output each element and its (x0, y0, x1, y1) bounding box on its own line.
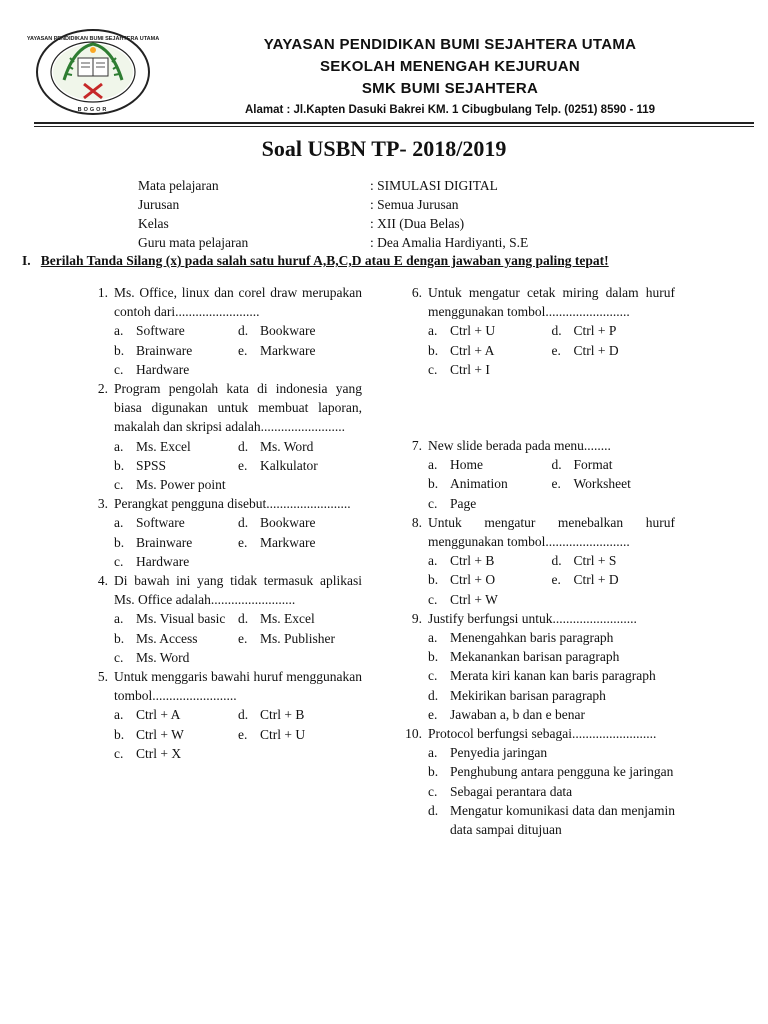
option-letter: c. (428, 668, 438, 684)
answer-option[interactable] (428, 590, 552, 609)
option-text: Ms. Word (260, 438, 314, 454)
question-text: Protocol berfungsi sebagai......................... (428, 726, 657, 742)
question-item (86, 379, 362, 494)
option-text: Software (136, 323, 185, 339)
option-letter: b. (114, 534, 125, 550)
option-text: Worksheet (573, 476, 631, 492)
answer-option[interactable] (428, 762, 675, 781)
option-text: Ctrl + I (450, 361, 490, 377)
option-letter: c. (114, 649, 124, 665)
question-text: Ms. Office, linux dan corel draw merupakan contoh dari......................... (114, 285, 362, 320)
question-number: 6. (411, 285, 422, 300)
question-item (86, 283, 362, 379)
question-text: Justify berfungsi untuk......................... (428, 610, 637, 626)
option-letter: d. (551, 457, 562, 473)
option-text: Page (450, 495, 477, 511)
answer-option[interactable] (428, 782, 675, 801)
answer-options (114, 609, 362, 667)
question-text: Program pengolah kata di indonesia yang biasa digunakan untuk membuat laporan, makalah dan skripsi adalah......................... (114, 381, 362, 435)
answer-option[interactable] (238, 725, 362, 744)
option-text: Hardware (136, 553, 190, 569)
option-text: Animation (450, 476, 508, 492)
question-text: Untuk mengatur cetak miring dalam huruf menggunakan tombol......................... (428, 285, 675, 320)
question-number: 2. (97, 381, 108, 397)
option-text: Ms. Publisher (260, 630, 336, 646)
info-labels (138, 176, 248, 252)
option-letter: d. (238, 438, 249, 454)
option-text: Brainware (136, 534, 193, 550)
answer-option[interactable] (552, 570, 676, 589)
school-name: SMK BUMI SEJAHTERA (361, 80, 539, 97)
option-text: Jawaban a, b dan e benar (450, 706, 585, 722)
option-letter: e. (428, 706, 438, 722)
school-address: Alamat : Jl.Kapten Dasuki Bakrei KM. 1 Cibugbulang Telp. (0251) 8590 - 119 (244, 104, 656, 116)
answer-option[interactable] (114, 513, 238, 532)
answer-option[interactable] (428, 360, 552, 379)
question-number: 5. (97, 669, 108, 685)
option-letter: e. (551, 476, 561, 492)
option-text: Brainware (136, 342, 193, 358)
option-text: Sebagai perantara data (450, 783, 573, 799)
option-letter: a. (114, 438, 124, 454)
option-text: Ms. Word (136, 649, 190, 665)
option-letter: b. (114, 342, 125, 358)
question-item (86, 667, 362, 763)
option-letter: c. (428, 783, 438, 799)
answer-option[interactable] (238, 321, 362, 340)
option-text: Ms. Access (136, 630, 198, 646)
answer-option[interactable] (114, 533, 238, 552)
answer-option[interactable] (238, 513, 362, 532)
answer-option[interactable] (552, 551, 676, 570)
option-text: Ctrl + X (136, 745, 182, 761)
answer-option[interactable] (428, 474, 552, 493)
option-letter: d. (238, 611, 249, 627)
option-letter: d. (238, 707, 249, 723)
option-letter: a. (428, 630, 438, 646)
answer-option[interactable] (114, 609, 238, 628)
option-letter: c. (114, 361, 124, 377)
option-letter: b. (428, 572, 439, 588)
option-text: Home (450, 457, 483, 473)
info-value: : XII (Dua Belas) (370, 216, 465, 231)
option-text: Mengatur komunikasi data dan menjamin data sampai ditujuan (450, 802, 675, 838)
instruction (22, 253, 609, 269)
answer-option[interactable] (428, 321, 552, 340)
option-text: Markware (260, 342, 316, 358)
answer-option[interactable] (114, 648, 238, 667)
option-letter: a. (114, 515, 124, 531)
answer-option[interactable] (428, 494, 552, 513)
option-letter: e. (238, 630, 248, 646)
answer-options (114, 321, 362, 379)
option-letter: c. (114, 477, 124, 493)
option-letter: e. (238, 726, 248, 742)
option-letter: e. (238, 342, 248, 358)
option-text: Penyedia jaringan (450, 745, 548, 761)
answer-options (428, 455, 675, 513)
question-number: 7. (411, 438, 422, 454)
answer-option[interactable] (552, 341, 676, 360)
option-text: Ctrl + S (573, 553, 617, 569)
info-label: Kelas (138, 216, 169, 231)
option-text: Bookware (260, 323, 316, 339)
question-number: 1. (97, 285, 108, 300)
answer-options (428, 743, 675, 839)
option-letter: d. (551, 323, 562, 339)
option-letter: d. (238, 515, 249, 531)
option-text: Ctrl + O (450, 572, 496, 588)
option-letter: b. (114, 457, 125, 473)
option-letter: a. (114, 707, 124, 723)
option-letter: d. (238, 323, 249, 339)
question-number: 4. (97, 573, 108, 589)
info-value: : Dea Amalia Hardiyanti, S.E (370, 235, 529, 250)
option-text: Penghubung antara pengguna ke jaringan (450, 764, 674, 780)
option-letter: d. (428, 802, 439, 818)
question-text: Untuk mengatur menebalkan huruf menggunakan tombol......................... (428, 514, 675, 550)
answer-option[interactable] (428, 341, 552, 360)
option-text: Software (136, 515, 185, 531)
answer-option[interactable] (114, 475, 238, 494)
option-letter: b. (428, 764, 439, 780)
answer-option[interactable] (428, 686, 675, 705)
answer-options (114, 437, 362, 495)
option-letter: a. (428, 553, 438, 569)
option-text: Ms. Excel (260, 611, 315, 627)
answer-option[interactable] (428, 551, 552, 570)
option-text: Ctrl + U (260, 726, 306, 742)
answer-option[interactable] (114, 456, 238, 475)
option-letter: b. (428, 649, 439, 665)
option-text: Ms. Power point (136, 477, 226, 493)
option-text: Ctrl + B (450, 553, 495, 569)
option-letter: a. (428, 323, 438, 339)
answer-option[interactable] (114, 725, 238, 744)
option-text: Merata kiri kanan kan baris paragraph (450, 668, 656, 684)
option-letter: c. (114, 553, 124, 569)
info-label: Jurusan (138, 197, 180, 212)
option-text: Mekirikan barisan paragraph (450, 687, 606, 703)
logo-text-top: YAYASAN PENDIDIKAN BUMI SEJAHTERA UTAMA (26, 36, 160, 42)
answer-option[interactable] (428, 705, 675, 724)
answer-option[interactable] (238, 609, 362, 628)
option-letter: a. (114, 323, 124, 339)
option-letter: c. (428, 495, 438, 511)
answer-option[interactable] (238, 705, 362, 724)
school-type: SEKOLAH MENENGAH KEJURUAN (319, 58, 581, 75)
answer-option[interactable] (428, 455, 552, 474)
option-text: Ctrl + A (450, 342, 495, 358)
option-text: Hardware (136, 361, 190, 377)
answer-option[interactable] (114, 321, 238, 340)
option-letter: a. (428, 457, 438, 473)
option-text: Kalkulator (260, 457, 318, 473)
answer-options (428, 551, 675, 609)
question-text: Di bawah ini yang tidak termasuk aplikasi Ms. Office adalah......................... (114, 573, 362, 608)
answer-option[interactable] (428, 743, 675, 762)
option-text: Ms. Visual basic (136, 611, 226, 627)
info-value: : Semua Jurusan (370, 197, 459, 212)
answer-option[interactable] (238, 629, 362, 648)
info-label: Guru mata pelajaran (138, 235, 249, 250)
question-text: Untuk menggaris bawahi huruf menggunakan tombol......................... (114, 669, 362, 704)
answer-option[interactable] (428, 801, 675, 839)
questions-right-column (400, 283, 675, 839)
school-logo (26, 28, 160, 116)
answer-option[interactable] (428, 666, 675, 685)
question-item (400, 513, 675, 609)
option-letter: d. (428, 687, 439, 703)
exam-title: Soal USBN TP- 2018/2019 (261, 136, 507, 161)
option-letter: a. (428, 745, 438, 761)
answer-option[interactable] (552, 455, 676, 474)
answer-option[interactable] (114, 744, 238, 763)
option-text: Ctrl + D (573, 572, 619, 588)
option-text: Ctrl + B (260, 707, 305, 723)
option-text: Ctrl + U (450, 323, 496, 339)
option-letter: c. (428, 591, 438, 607)
instruction-number: I. (22, 253, 31, 268)
option-letter: e. (238, 457, 248, 473)
option-letter: a. (114, 611, 124, 627)
option-letter: e. (551, 342, 561, 358)
option-text: SPSS (136, 457, 167, 473)
option-text: Ms. Excel (136, 438, 191, 454)
answer-options (428, 628, 675, 724)
option-letter: b. (428, 476, 439, 492)
option-letter: c. (114, 745, 124, 761)
option-text: Ctrl + W (450, 591, 498, 607)
option-letter: e. (238, 534, 248, 550)
answer-option[interactable] (238, 533, 362, 552)
question-item (400, 436, 675, 513)
answer-option[interactable] (238, 437, 362, 456)
answer-options (428, 321, 675, 379)
option-letter: b. (114, 726, 125, 742)
question-item (86, 494, 362, 571)
answer-option[interactable] (114, 629, 238, 648)
question-number: 10. (405, 726, 422, 742)
question-number: 8. (411, 514, 422, 530)
option-text: Bookware (260, 515, 316, 531)
option-letter: e. (551, 572, 561, 588)
question-item (86, 571, 362, 667)
question-text: New slide berada pada menu........ (428, 438, 611, 454)
option-text: Menengahkan baris paragraph (450, 630, 614, 646)
foundation-name: YAYASAN PENDIDIKAN BUMI SEJAHTERA UTAMA (263, 36, 637, 53)
answer-option[interactable] (552, 321, 676, 340)
answer-option[interactable] (428, 647, 675, 666)
answer-option[interactable] (114, 552, 238, 571)
question-number: 9. (411, 610, 422, 626)
question-number: 3. (97, 496, 108, 512)
instruction-text: Berilah Tanda Silang (x) pada salah satu huruf A,B,C,D atau E dengan jawaban yang paling tepat! (40, 253, 609, 268)
answer-option[interactable] (238, 341, 362, 360)
option-text: Ctrl + W (136, 726, 184, 742)
info-values (370, 176, 528, 252)
answer-options (114, 705, 362, 763)
option-text: Ctrl + D (573, 342, 619, 358)
option-text: Markware (260, 534, 316, 550)
option-text: Ctrl + A (136, 707, 181, 723)
answer-option[interactable] (428, 570, 552, 589)
header-divider (34, 122, 754, 124)
answer-option[interactable] (114, 437, 238, 456)
logo-text-bottom: BOGOR (77, 107, 109, 113)
option-letter: b. (428, 342, 439, 358)
option-text: Mekanankan barisan paragraph (450, 649, 620, 665)
answer-option[interactable] (114, 341, 238, 360)
option-letter: c. (428, 361, 438, 377)
answer-option[interactable] (428, 628, 675, 647)
answer-option[interactable] (552, 474, 676, 493)
option-text: Format (573, 457, 613, 473)
option-letter: b. (114, 630, 125, 646)
question-item (400, 724, 675, 839)
option-text: Ctrl + P (573, 323, 617, 339)
questions-left-column (86, 283, 362, 763)
question-text: Perangkat pengguna disebut......................... (114, 496, 351, 512)
question-item (400, 609, 675, 724)
info-value: : SIMULASI DIGITAL (370, 178, 498, 193)
header-divider-thin (34, 126, 754, 127)
answer-option[interactable] (114, 360, 238, 379)
answer-options (114, 513, 362, 571)
option-letter: d. (551, 553, 562, 569)
question-item (400, 283, 675, 379)
info-label: Mata pelajaran (138, 178, 219, 193)
answer-option[interactable] (238, 456, 362, 475)
answer-option[interactable] (114, 705, 238, 724)
